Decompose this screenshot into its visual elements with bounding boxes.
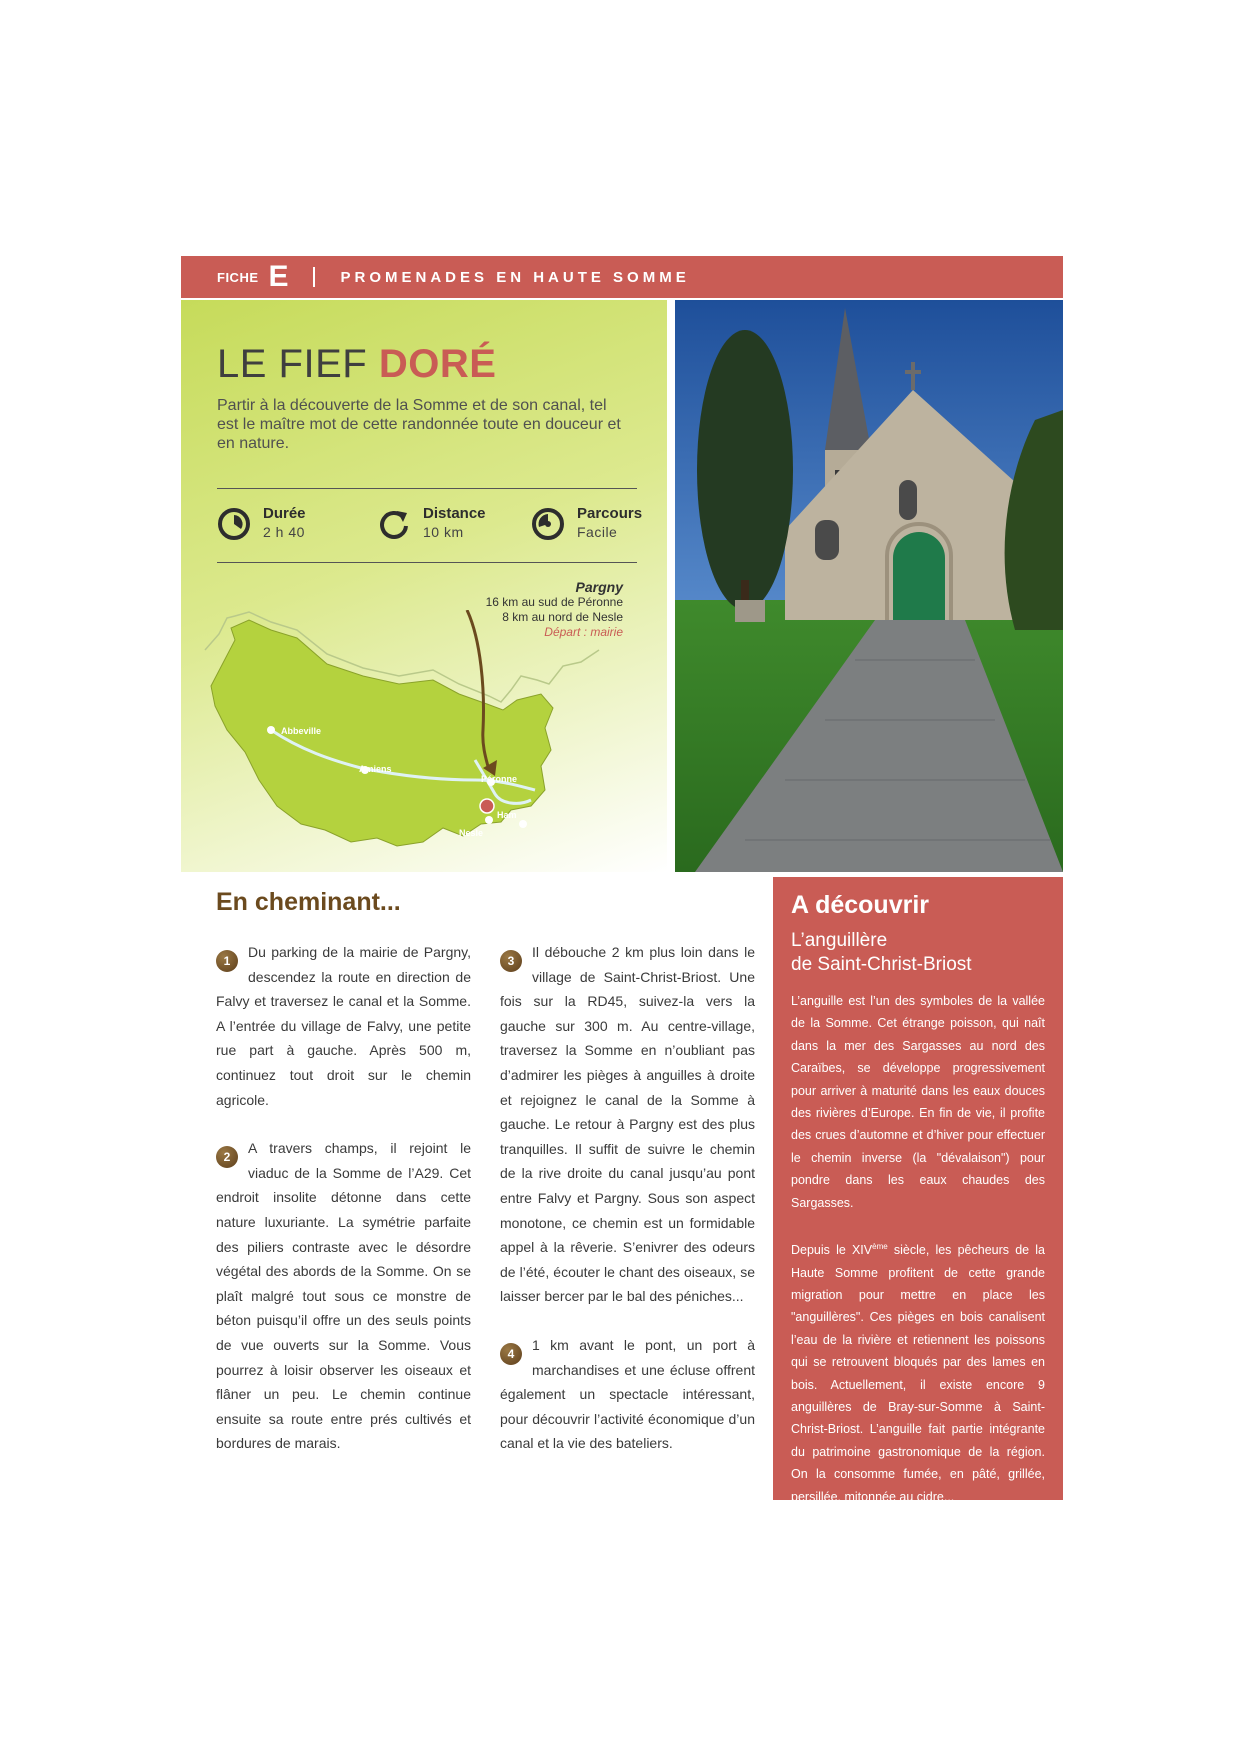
map-label-nesle: Nesle: [459, 828, 484, 838]
step-1-text: Du parking de la mairie de Pargny, descendez la route en direction de Falvy et traversez le canal et la Somme. A l’entrée du village de Falvy, une petite rue part à gauche. Après 500 m, continuez tout droit sur le chemin agricole.: [216, 944, 471, 1108]
walk-column-left: [216, 940, 471, 1480]
step-1-badge: 1: [216, 950, 238, 972]
divider-top: [217, 488, 637, 489]
divider-bottom: [217, 562, 637, 563]
step-4-badge: 4: [500, 1343, 522, 1365]
church-illustration: [675, 300, 1063, 872]
discover-paragraph-1: L’anguille est l’un des symboles de la vallée de la Somme. Cet étrange poisson, qui naît dans la mer des Sargasses au nord des Caraïbes, se développe progressivement pour arriver à maturité dans les eaux douces des rivières d’Europe. En fin de vie, il profite des crues d’automne et d’hiver pour effectuer le chemin inverse (la "dévalaison") pour pondre dans les eaux chaudes des Sargasses.: [791, 994, 1045, 1210]
discover-paragraph-2: [791, 1236, 1045, 1508]
para2-superscript: ème: [872, 1242, 888, 1252]
page-title: [217, 342, 496, 387]
map-label-ham: Ham: [497, 810, 517, 820]
step-4: [500, 1333, 755, 1456]
step-3-text: Il débouche 2 km plus loin dans le village de Saint-Christ-Briost. Une fois sur la RD45, suivez-la vers la gauche sur 300 m. Au centre-village, traversez la Somme en n’oubliant pas d’admirer les pièges à anguilles à droite et rejoignez le canal de la Somme à gauche. Le retour à Pargny est des plus tranquilles. Il suffit de suivre le chemin de la rive droite du canal jusqu’au pont entre Falvy et Pargny. Sous son aspect monotone, ce chemin est un formidable appel à la rêverie. S’enivrer des odeurs de l’été, écouter le chant des oiseaux, se laisser bercer par le bal des péniches...: [500, 944, 755, 1305]
location-start: Départ : mairie: [544, 625, 623, 639]
stat-course-label: Parcours: [577, 505, 643, 522]
para2-end: siècle, les pêcheurs de la Haute Somme profitent de cette grande migration pour mettre en place les "anguillères". Ces pièges en bois canalisent l’eau de la rivière et retiennent les poissons qui se retrouvent bloqués par des lames en bois. Actuellement, il existe encore 9 anguillères de Bray-sur-Somme à Saint-Christ-Briost. L’anguille fait partie intégrante du patrimoine gastronomique de la région. On la consomme fumée, en pâté, grillée, persillée, mitonnée au cidre...: [791, 1243, 1045, 1504]
discover-heading: A découvrir: [791, 891, 930, 919]
city-dot-ham: [519, 820, 527, 828]
step-2-badge: 2: [216, 1146, 238, 1168]
discover-body: [791, 990, 1045, 1530]
fiche-letter: E: [268, 260, 289, 293]
location-town: Pargny: [575, 579, 623, 595]
step-2: [216, 1136, 471, 1456]
title-bold: DORÉ: [378, 342, 497, 386]
step-1: [216, 940, 471, 1112]
discover-subtitle: [791, 929, 972, 977]
city-dot-abbeville: [267, 726, 275, 734]
clock-icon: [217, 507, 251, 541]
step-2-text: A travers champs, il rejoint le viaduc de la Somme de l’A29. Cet endroit insolite détonne dans cette nature luxuriante. La symétrie parfaite des piliers contraste avec le désordre végétal des abords de la Somme. On se plaît malgré tout sous ce monstre de béton puisqu’il offre un des seuls points de vue ouverts sur la Somme. Vous pourrez à loisir observer les oiseaux et flâner un peu. Le chemin continue ensuite sa route entre prés cultivés et bordures de marais.: [216, 1140, 471, 1452]
para2-start: Depuis le XIV: [791, 1243, 873, 1258]
step-3: [500, 940, 755, 1309]
map-label-peronne: Péronne: [481, 774, 518, 784]
stat-duration: [217, 505, 306, 541]
header-divider: [313, 267, 315, 287]
stat-duration-label: Durée: [263, 505, 306, 522]
series-title: PROMENADES EN HAUTE SOMME: [340, 268, 690, 286]
intro-text: Partir à la découverte de la Somme et de son canal, tel est le maître mot de cette randonnée toute en douceur et en nature.: [217, 397, 621, 452]
pargny-marker: [480, 799, 494, 813]
location-line2: 8 km au nord de Nesle: [502, 610, 623, 624]
title-light: LE FIEF: [217, 342, 379, 386]
stat-distance-value: 10 km: [423, 524, 464, 540]
step-3-badge: 3: [500, 950, 522, 972]
map-label-amiens: Amiens: [359, 764, 392, 774]
header-bar: [181, 256, 1063, 298]
stat-distance: [377, 505, 486, 541]
walk-column-right: [500, 940, 755, 1480]
step-4-text: 1 km avant le pont, un port à marchandises et une écluse offrent également un spectacle intéressant, pour découvrir l’activité économique d’un canal et la vie des bateliers.: [500, 1336, 755, 1452]
map-label-abbeville: Abbeville: [281, 726, 322, 736]
stat-duration-value: 2 h 40: [263, 524, 305, 540]
discover-subtitle-line2: de Saint-Christ-Briost: [791, 954, 972, 975]
hero-panel: [181, 300, 667, 872]
walk-heading: En cheminant...: [216, 888, 401, 916]
loop-arrow-icon: [377, 507, 411, 541]
city-dot-nesle: [485, 816, 493, 824]
stat-course: [531, 505, 642, 541]
discover-box: [773, 877, 1063, 1504]
gauge-icon: [531, 507, 565, 541]
fiche-label: FICHE: [217, 269, 259, 285]
discover-subtitle-line1: L’anguillère: [791, 930, 888, 951]
location-line1: 16 km au sud de Péronne: [485, 595, 623, 609]
church-photo: [675, 300, 1063, 872]
stat-course-value: Facile: [577, 524, 618, 540]
somme-map: [201, 610, 601, 870]
stat-distance-label: Distance: [423, 505, 486, 522]
